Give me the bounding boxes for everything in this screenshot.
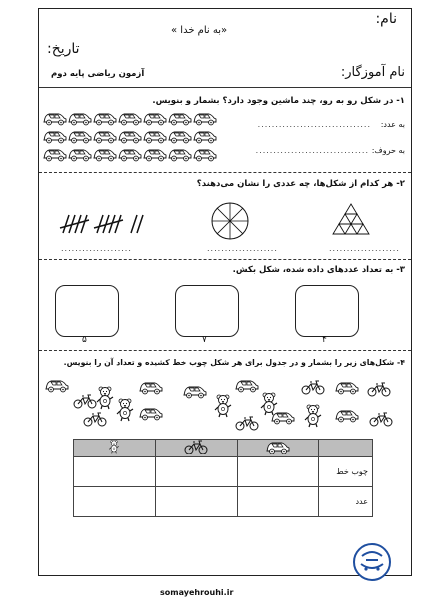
- bear-icon: [261, 393, 277, 415]
- q2-answer-line-triangles: ....................: [329, 244, 400, 253]
- q2-answer-line-circle: ....................: [207, 244, 278, 253]
- q1-letter-answer-line: ................................: [255, 146, 369, 155]
- car-icon: [140, 409, 162, 420]
- exam-title: آزمون ریاضی پایه دوم: [51, 69, 145, 79]
- header-car-cell: [237, 440, 319, 457]
- tally-marks-icon: [59, 213, 145, 235]
- bear-icon: [305, 405, 321, 427]
- car-icon: [69, 132, 91, 143]
- worksheet-border: [38, 8, 412, 576]
- car-icon: [94, 132, 116, 143]
- car-icon: [144, 114, 166, 125]
- question-1-text: ۱- در شکل رو به رو، چند ماشین وجود دارد؟ بشمار و بنویس.: [152, 96, 405, 106]
- divider-2: [39, 259, 411, 260]
- tally-cell-bicycle[interactable]: [155, 457, 237, 487]
- footer-website[interactable]: somayehrouhi.ir: [160, 588, 234, 597]
- row-label-tally: چوب خط: [319, 457, 373, 487]
- car-icon: [69, 114, 91, 125]
- date-label: تاریخ:: [47, 41, 80, 57]
- q2-answer-line-tally: ....................: [61, 244, 132, 253]
- divider-3: [39, 350, 411, 351]
- car-icon: [266, 440, 290, 454]
- bicycle-icon: [236, 417, 258, 430]
- header-bicycle-cell: [155, 440, 237, 457]
- bicycle-icon: [184, 440, 208, 454]
- car-icon: [272, 413, 294, 424]
- bear-icon: [117, 399, 133, 421]
- q1-digit-answer-line: ................................: [257, 120, 371, 129]
- table-corner-cell: [319, 440, 373, 457]
- triangle-stack-icon: [329, 202, 373, 242]
- drawing-box-7[interactable]: [175, 285, 239, 337]
- divided-circle-icon: [210, 201, 250, 241]
- car-icon: [44, 150, 66, 161]
- header-bear-cell: [74, 440, 156, 457]
- number-cell-bicycle[interactable]: [155, 487, 237, 517]
- question-3-text: ۳- به تعداد عددهای داده شده، شکل بکش.: [232, 265, 405, 275]
- teacher-label: نام آموزگار:: [340, 65, 405, 80]
- number-label-7: ۷: [202, 335, 207, 345]
- tally-cell-car[interactable]: [237, 457, 319, 487]
- brand-logo: [352, 542, 392, 582]
- number-cell-bear[interactable]: [74, 487, 156, 517]
- car-icon: [140, 383, 162, 394]
- divider-1: [39, 172, 411, 173]
- bicycle-icon: [74, 395, 96, 408]
- drawing-box-5[interactable]: [55, 285, 119, 337]
- number-label-5: ۵: [82, 335, 87, 345]
- q1-digit-label: به عدد:: [380, 120, 405, 129]
- car-icon: [144, 150, 166, 161]
- car-icon: [69, 150, 91, 161]
- q1-letter-label: به حروف:: [371, 146, 405, 155]
- page-title: «به نام خدا »: [171, 25, 228, 36]
- bear-icon: [215, 395, 231, 417]
- car-icon: [169, 150, 191, 161]
- number-label-4: ۴: [322, 335, 327, 345]
- car-icon: [44, 114, 66, 125]
- car-icon: [144, 132, 166, 143]
- number-cell-car[interactable]: [237, 487, 319, 517]
- table-row: [74, 457, 373, 487]
- car-grid: [39, 109, 221, 167]
- car-icon: [119, 132, 141, 143]
- bear-icon: [97, 387, 113, 409]
- row-label-number: عدد: [319, 487, 373, 517]
- tally-cell-bear[interactable]: [74, 457, 156, 487]
- bicycle-icon: [370, 413, 392, 426]
- car-icon: [236, 381, 258, 392]
- car-icon: [119, 150, 141, 161]
- car-icon: [94, 150, 116, 161]
- bicycle-icon: [302, 381, 324, 394]
- table-row: [74, 487, 373, 517]
- car-icon: [194, 150, 216, 161]
- car-icon: [336, 411, 358, 422]
- bicycle-icon: [368, 383, 390, 396]
- car-icon: [194, 132, 216, 143]
- car-icon: [44, 132, 66, 143]
- car-icon: [194, 114, 216, 125]
- drawing-box-4[interactable]: [295, 285, 359, 337]
- car-icon: [336, 383, 358, 394]
- car-icon: [169, 132, 191, 143]
- table-header-row: [74, 440, 373, 457]
- shapes-to-count: [39, 372, 411, 442]
- car-icon: [94, 114, 116, 125]
- header-divider: [39, 87, 411, 88]
- car-icon: [169, 114, 191, 125]
- bicycle-icon: [84, 413, 106, 426]
- question-4-text: ۴- شکل‌های زیر را بشمار و در جدول برای هر شکل چوب خط کشیده و تعداد آن را بنویس.: [63, 358, 405, 367]
- car-icon: [46, 381, 68, 392]
- car-icon: [184, 387, 206, 398]
- question-2-text: ۲- هر کدام از شکل‌ها، چه عددی را نشان می‌دهند؟: [196, 179, 405, 189]
- name-label: نام:: [375, 11, 397, 27]
- tally-table: [73, 439, 373, 517]
- car-icon: [119, 114, 141, 125]
- bear-icon: [106, 440, 122, 454]
